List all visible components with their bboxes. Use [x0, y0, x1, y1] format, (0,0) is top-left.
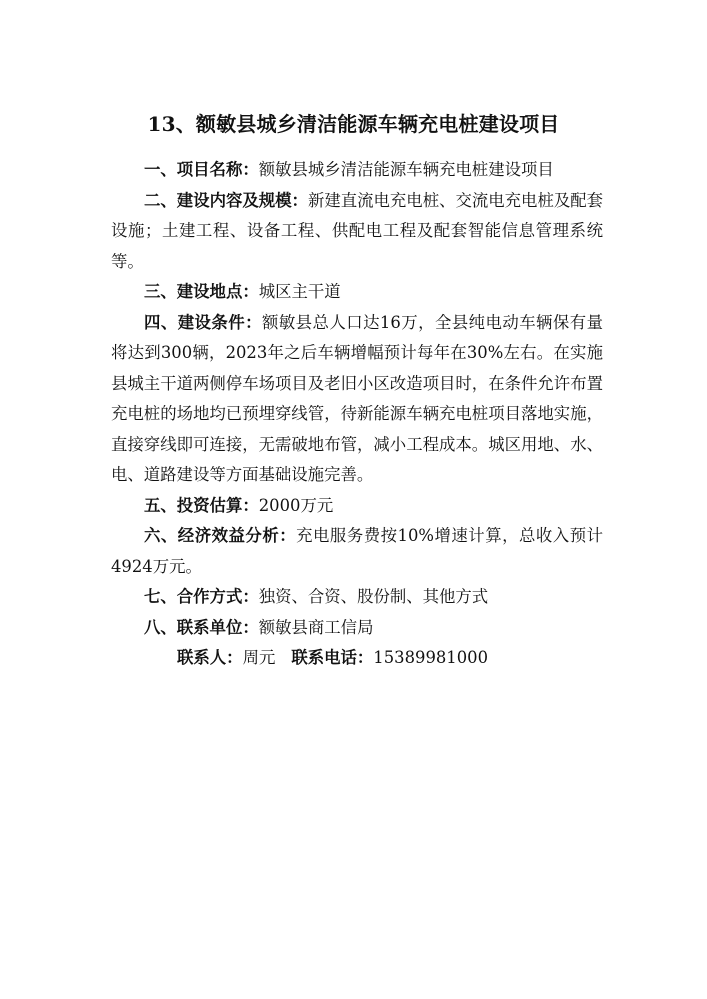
item-label: 四、建设条件：	[144, 312, 262, 332]
item-label: 七、合作方式：	[144, 587, 259, 606]
item-label: 六、经济效益分析：	[144, 526, 297, 545]
item-economic-benefit	[111, 521, 603, 582]
contact-person: 周元	[242, 648, 276, 667]
item-construction-content	[111, 186, 603, 278]
item-value: 独资、合资、股份制、其他方式	[258, 587, 489, 606]
item-project-name	[111, 155, 603, 186]
item-value: 额敏县商工信局	[258, 617, 374, 637]
item-investment	[111, 491, 603, 522]
contact-phone: 15389981000	[373, 648, 489, 667]
contact-line	[111, 643, 603, 674]
item-location	[111, 277, 603, 308]
item-label: 八、联系单位：	[144, 617, 259, 637]
item-value: 2000万元	[258, 495, 334, 515]
item-value: 充电服务费按10%增速计算，总收入预计4924万元。	[111, 526, 603, 576]
contact-person-label: 联系人：	[177, 648, 243, 667]
item-value: 城区主干道	[258, 282, 341, 301]
item-value: 新建直流电充电桩、交流电充电桩及配套设施；土建工程、设备工程、供配电工程及配套智能信息管理系统等。	[111, 190, 604, 271]
item-value: 额敏县城乡清洁能源车辆充电桩建设项目	[258, 160, 554, 179]
item-label: 三、建设地点：	[144, 282, 259, 301]
item-conditions	[111, 308, 603, 491]
contact-phone-label: 联系电话：	[291, 648, 374, 667]
item-value: 额敏县总人口达16万，全县纯电动车辆保有量将达到300辆，2023年之后车辆增幅预计每年在30%左右。在实施县城主干道两侧停车场项目及老旧小区改造项目时，在条件允许布置充电桩的场地均已预埋穿线管，待新能源车辆充电桩项目落地实施，直接穿线即可连接，无需破地布管，减小工程成本。城区用地、水、电、道路建设等方面基础设施完善。	[111, 312, 604, 484]
item-contact-unit	[111, 613, 603, 644]
item-label: 一、项目名称：	[144, 160, 259, 179]
item-cooperation	[111, 582, 603, 613]
item-label: 五、投资估算：	[144, 495, 259, 515]
item-label: 二、建设内容及规模：	[144, 190, 308, 210]
page-title: 13、额敏县城乡清洁能源车辆充电桩建设项目	[147, 112, 560, 136]
document-body	[111, 155, 603, 674]
